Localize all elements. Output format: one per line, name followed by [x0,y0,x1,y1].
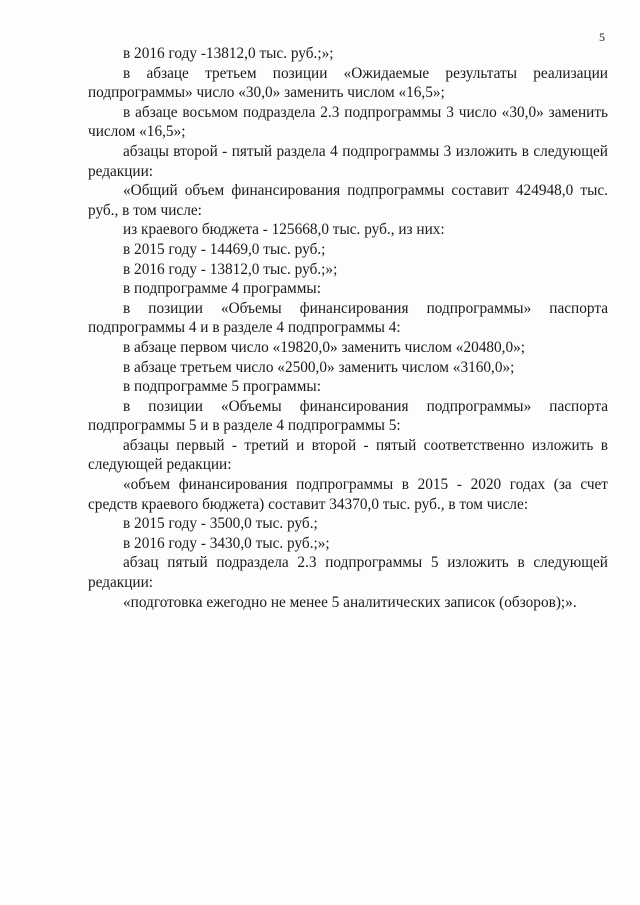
paragraph: в подпрограмме 5 программы: [123,378,321,396]
paragraph: «объем финансирования подпрограммы в 2015 - 2020 годах (за счет средств краевого бюджета) составит 34370,0 тыс. руб., в том числе: [88,476,608,513]
paragraph: в 2016 году - 3430,0 тыс. руб.;»; [123,534,330,552]
paragraph: в абзаце первом число «19820,0» заменить числом «20480,0»; [123,338,526,356]
paragraph: в 2016 году - 13812,0 тыс. руб.;»; [123,260,338,278]
paragraph: «Общий объем финансирования подпрограммы составит 424948,0 тыс. руб., в том числе: [88,182,608,219]
paragraph: в подпрограмме 4 программы: [123,280,321,298]
paragraph: абзацы первый - третий и второй - пятый соответственно изложить в следующей редакции: [88,436,608,474]
page-number: 5 [599,30,605,44]
paragraph: в абзаце третьем число «2500,0» заменить числом «3160,0»; [123,358,515,376]
paragraph: в 2015 году - 14469,0 тыс. руб.; [123,240,326,258]
paragraph: в позиции «Объемы финансирования подпрограммы» паспорта подпрограммы 5 и в разделе 4 подпрограммы 5: [88,397,608,435]
document-body [88,44,608,612]
paragraph: «подготовка ежегодно не менее 5 аналитических записок (обзоров);». [123,593,577,611]
paragraph: в позиции «Объемы финансирования подпрограммы» паспорта подпрограммы 4 и в разделе 4 подпрограммы 4: [88,299,608,337]
paragraph: в абзаце третьем позиции «Ожидаемые результаты реализации подпрограммы» число «30,0» заменить числом «16,5»; [88,64,608,102]
paragraph: в 2016 году -13812,0 тыс. руб.;»; [123,45,334,62]
paragraph: абзац пятый подраздела 2.3 подпрограммы 5 изложить в следующей редакции: [88,554,608,592]
paragraph: в абзаце восьмом подраздела 2.3 подпрограммы 3 число «30,0» заменить числом «16,5»; [88,103,608,141]
paragraph: абзацы второй - пятый раздела 4 подпрограммы 3 изложить в следующей редакции: [88,142,608,180]
paragraph: из краевого бюджета - 125668,0 тыс. руб., из них: [123,221,445,239]
paragraph: в 2015 году - 3500,0 тыс. руб.; [123,515,318,533]
